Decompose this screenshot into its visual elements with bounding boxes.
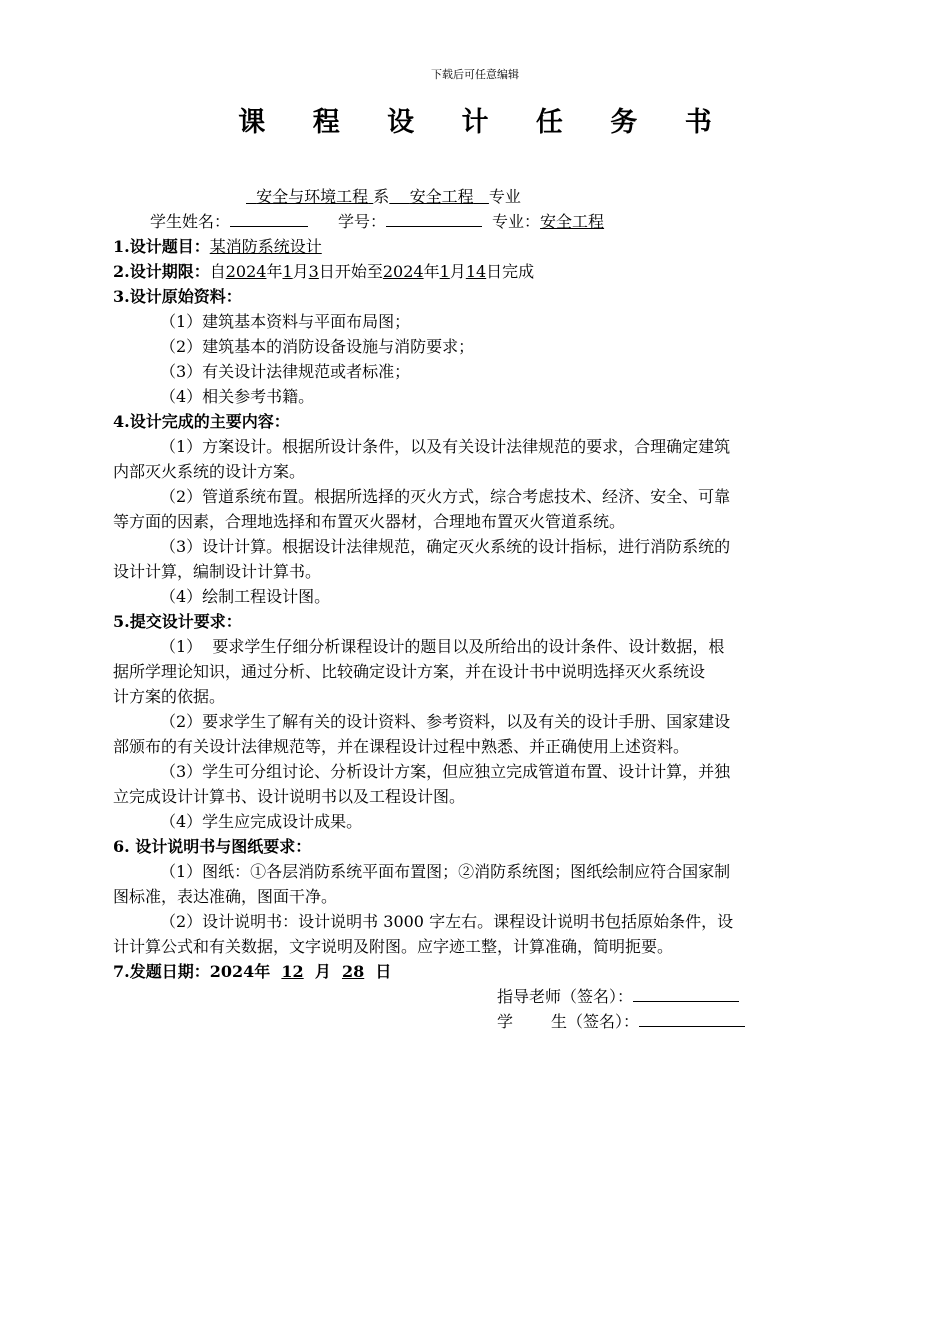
student-id-blank[interactable] — [386, 211, 482, 227]
section-5-heading: 5.提交设计要求： — [113, 612, 242, 631]
issue-date-line: 7.发题日期：2024年 12 月 28 日 — [113, 962, 392, 981]
section-3-heading: 3.设计原始资料： — [113, 287, 242, 306]
paragraph-line: （3）学生可分组讨论、分析设计方案，但应独立完成管道布置、设计计算，并独 — [160, 762, 731, 781]
paragraph-line: 立完成设计计算书、设计说明书以及工程设计图。 — [113, 787, 466, 806]
paragraph-line: （4）学生应完成设计成果。 — [160, 812, 363, 831]
section-2-heading: 2.设计期限： — [113, 262, 210, 281]
paragraph-line: 计方案的依据。 — [113, 687, 226, 706]
paragraph-line: 内部灭火系统的设计方案。 — [113, 462, 306, 481]
student-signature-blank[interactable] — [639, 1011, 745, 1027]
download-note: 下载后可任意编辑 — [431, 68, 519, 81]
major-name: 安全工程 — [409, 187, 474, 206]
issue-month: 12 — [281, 962, 304, 981]
paragraph-line: （3）设计计算。根据设计法律规范，确定灭火系统的设计指标，进行消防系统的 — [160, 537, 731, 556]
teacher-signature-line: 指导老师（签名）： — [497, 986, 797, 1008]
paragraph-line: 部颁布的有关设计法律规范等，并在课程设计过程中熟悉、并正确使用上述资料。 — [113, 737, 690, 756]
section-7-heading: 7.发题日期： — [113, 962, 210, 981]
list-item: （4）相关参考书籍。 — [160, 387, 315, 406]
paragraph-line: 等方面的因素，合理地选择和布置灭火器材，合理地布置灭火管道系统。 — [113, 512, 626, 531]
section-1-heading: 1.设计题目： — [113, 237, 210, 256]
student-name-blank[interactable] — [230, 211, 308, 227]
issue-day: 28 — [341, 962, 365, 981]
section-2: 2.设计期限：自2024年1月3日开始至2024年1月14日完成 — [113, 262, 535, 281]
teacher-signature-blank[interactable] — [633, 986, 739, 1002]
list-item: （3）有关设计法律规范或者标准； — [160, 362, 411, 381]
section-4-heading: 4.设计完成的主要内容： — [113, 412, 290, 431]
section-6-heading: 6. 设计说明书与图纸要求： — [113, 837, 312, 856]
section-1 — [113, 236, 838, 258]
paragraph-line: （4）绘制工程设计图。 — [160, 587, 331, 606]
department-name: 安全与环境工程 — [256, 187, 369, 206]
paragraph-line: （1）图纸：①各层消防系统平面布置图；②消防系统图；图纸绘制应符合国家制 — [160, 862, 731, 881]
design-topic: 某消防系统设计 — [209, 237, 322, 256]
paragraph-line: （1）方案设计。根据所设计条件，以及有关设计法律规范的要求，合理确定建筑 — [160, 437, 731, 456]
student-major-value: 安全工程 — [540, 212, 605, 231]
paragraph-line: 图标准，表达准确，图面干净。 — [113, 887, 338, 906]
list-item: （1）建筑基本资料与平面布局图； — [160, 312, 411, 331]
paragraph-line: （2）设计说明书：设计说明书 3000 字左右。课程设计说明书包括原始条件，设 — [160, 912, 734, 931]
student-info-line: 学生姓名： 学号： 专业：安全工程 — [150, 212, 605, 231]
paragraph-line: 计计算公式和有关数据，文字说明及附图。应字迹工整，计算准确，简明扼要。 — [113, 937, 674, 956]
paragraph-line: （2）要求学生了解有关的设计资料、参考资料，以及有关的设计手册、国家建设 — [160, 712, 731, 731]
paragraph-line: （2）管道系统布置。根据所选择的灭火方式，综合考虑技术、经济、安全、可靠 — [160, 487, 731, 506]
list-item: （2）建筑基本的消防设备设施与消防要求； — [160, 337, 475, 356]
student-signature-line: 学 生（签名）： — [497, 1011, 797, 1033]
department-line: 安全与环境工程 系 安全工程 专业 — [256, 187, 521, 206]
page-title: 课 程 设 计 任 务 书 — [238, 107, 731, 138]
paragraph-line: 据所学理论知识，通过分析、比较确定设计方案，并在设计书中说明选择灭火系统设 — [113, 662, 706, 681]
paragraph-line: （1） 要求学生仔细分析课程设计的题目以及所给出的设计条件、设计数据，根 — [160, 637, 725, 656]
paragraph-line: 设计计算，编制设计计算书。 — [113, 562, 322, 581]
